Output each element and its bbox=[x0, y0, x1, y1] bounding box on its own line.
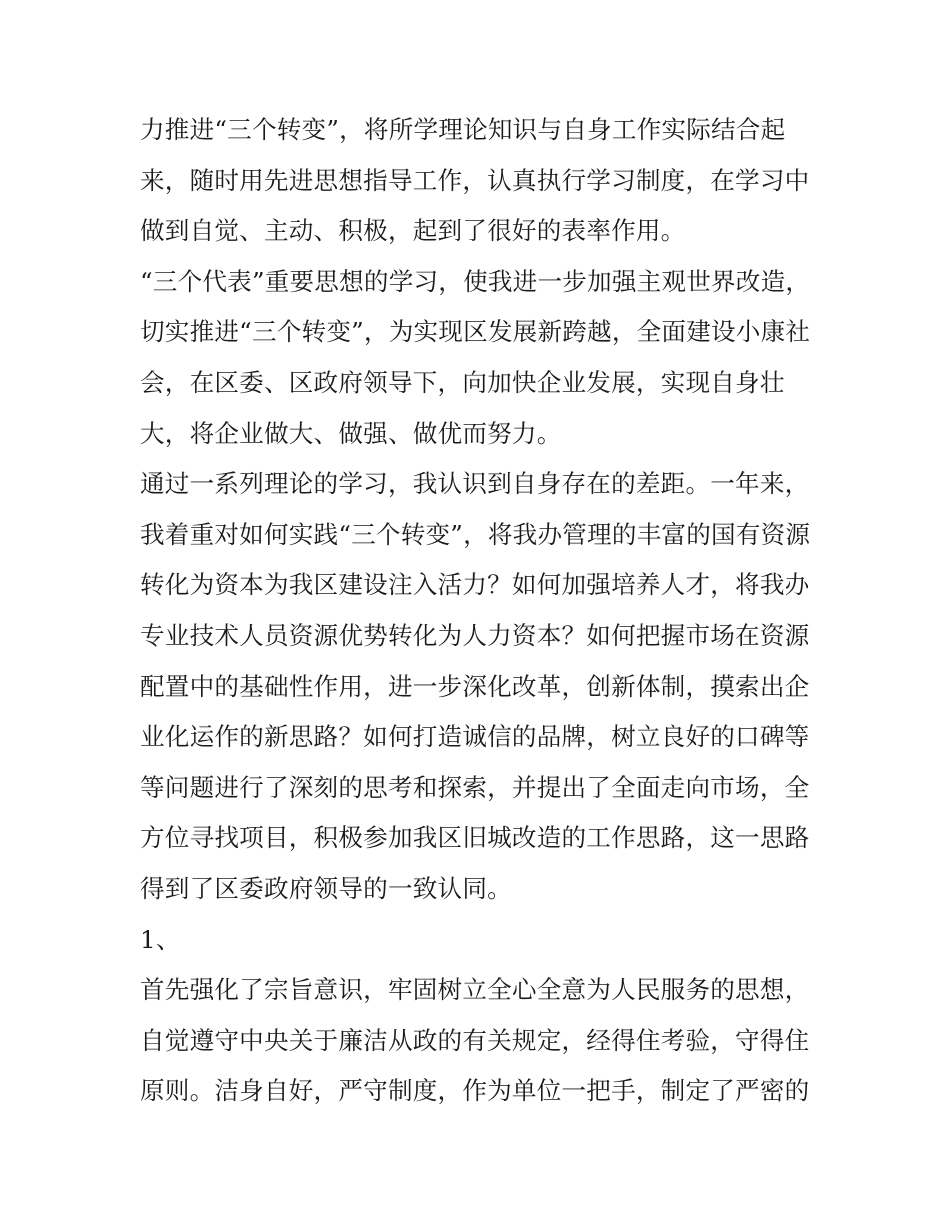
text-line: 自觉遵守中央关于廉洁从政的有关规定，经得住考验，守得住 bbox=[140, 1025, 810, 1055]
text-line: 会，在区委、区政府领导下，向加快企业发展，实现自身壮 bbox=[140, 367, 785, 397]
text-line: 等问题进行了深刻的思考和探索，并提出了全面走向市场，全 bbox=[140, 772, 810, 802]
text-line: 做到自觉、主动、积极，起到了很好的表率作用。 bbox=[140, 216, 686, 246]
text-line: 大，将企业做大、做强、做优而努力。 bbox=[140, 418, 562, 448]
body-text bbox=[140, 105, 830, 1117]
text-line: 原则。洁身自好，严守制度，作为单位一把手，制定了严密的 bbox=[140, 1076, 810, 1106]
text-line: 切实推进“三个转变”，为实现区发展新跨越，全面建设小康社 bbox=[140, 317, 811, 347]
text-line: 专业技术人员资源优势转化为人力资本？如何把握市场在资源 bbox=[140, 620, 810, 650]
text-line: “三个代表”重要思想的学习，使我进一步加强主观世界改造， bbox=[140, 266, 811, 296]
text-line: 得到了区委政府领导的一致认同。 bbox=[140, 873, 512, 903]
text-line: 通过一系列理论的学习，我认识到自身存在的差距。一年来， bbox=[140, 469, 810, 499]
text-line: 转化为资本为我区建设注入活力？如何加强培养人才，将我办 bbox=[140, 570, 810, 600]
text-line: 力推进“三个转变”，将所学理论知识与自身工作实际结合起 bbox=[140, 115, 786, 144]
text-line: 首先强化了宗旨意识，牢固树立全心全意为人民服务的思想， bbox=[140, 975, 810, 1005]
text-line: 来，随时用先进思想指导工作，认真执行学习制度，在学习中 bbox=[140, 165, 810, 195]
text-line: 业化运作的新思路？如何打造诚信的品牌，树立良好的口碑等 bbox=[140, 722, 810, 752]
text-line: 方位寻找项目，积极参加我区旧城改造的工作思路，这一思路 bbox=[140, 823, 810, 853]
section-number: 1、 bbox=[140, 924, 181, 954]
text-line: 我着重对如何实践“三个转变”，将我办管理的丰富的国有资源 bbox=[140, 519, 811, 549]
text-line: 配置中的基础性作用，进一步深化改革，创新体制，摸索出企 bbox=[140, 671, 810, 701]
